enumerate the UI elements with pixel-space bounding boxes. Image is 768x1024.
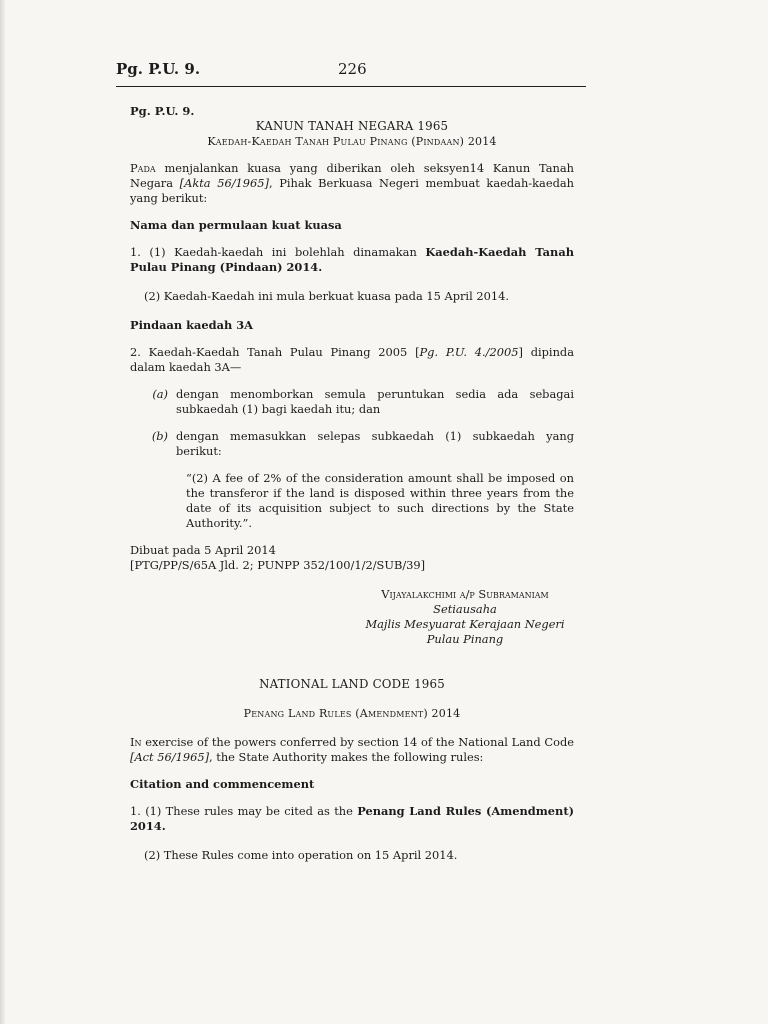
- english-preamble-text-1: exercise of the powers conferred by section 14 of the National Land Code: [141, 735, 574, 749]
- page-number: 226: [338, 60, 367, 78]
- malay-rule-1-1: [130, 245, 574, 275]
- page-header: [116, 60, 586, 87]
- english-title: NATIONAL LAND CODE 1965: [259, 677, 445, 691]
- preamble-lead: Pada: [130, 161, 156, 175]
- english-subtitle: Penang Land Rules (Amendment) 2014: [243, 707, 461, 720]
- malay-heading-2: Pindaan kaedah 3A: [130, 318, 254, 332]
- made-on-date: Dibuat pada 5 April 2014: [130, 543, 276, 557]
- item-a-text: dengan menomborkan semula peruntukan sedia ada sebagai subkaedah (1) bagi kaedah itu; dan: [176, 387, 574, 416]
- file-reference: [PTG/PP/S/65A Jld. 2; PUNPP 352/100/1/2/SUB/39]: [130, 558, 426, 572]
- malay-title: KANUN TANAH NEGARA 1965: [255, 119, 449, 133]
- malay-preamble: [130, 161, 574, 206]
- english-preamble-act: [Act 56/1965]: [130, 750, 210, 764]
- english-preamble-lead: In: [130, 735, 142, 749]
- rule-2-cite: Pg. P.U. 4./2005: [419, 345, 519, 359]
- signatory-name: Vijayalakchimi a/p Subramaniam: [381, 587, 549, 601]
- gazette-ref: Pg. P.U. 9.: [130, 104, 195, 118]
- rule-2-text-2: ] dipinda dalam kaedah 3A—: [130, 345, 574, 374]
- item-a-label: (a): [152, 387, 168, 401]
- document-body: [130, 104, 574, 863]
- preamble-text-1: menjalankan kuasa yang diberikan oleh seksyen14 Kanun Tanah Negara: [130, 161, 574, 190]
- english-rule-1-1-text: 1. (1) These rules may be cited as the: [130, 804, 358, 818]
- malay-item-a: [130, 387, 574, 417]
- preamble-text-2: , Pihak Berkuasa Negeri membuat kaedah-kaedah yang berikut:: [130, 176, 574, 205]
- item-b-label: (b): [151, 429, 168, 443]
- malay-rule-2: [130, 345, 574, 375]
- rule-1-1-citation: Kaedah-Kaedah Tanah Pulau Pinang (Pindaan) 2014.: [130, 245, 574, 274]
- malay-item-b: [130, 429, 574, 459]
- header-gazette-ref: Pg. P.U. 9.: [116, 60, 201, 78]
- rule-1-1-text: 1. (1) Kaedah-kaedah ini bolehlah dinamakan: [130, 245, 426, 259]
- malay-subtitle: Kaedah-Kaedah Tanah Pulau Pinang (Pindaan) 2014: [207, 135, 497, 148]
- signatory-state: Pulau Pinang: [426, 632, 504, 646]
- malay-rule-1-2: (2) Kaedah-Kaedah ini mula berkuat kuasa pada 15 April 2014.: [144, 289, 509, 303]
- signatory-role: Setiausaha: [433, 602, 497, 616]
- malay-heading-1: Nama dan permulaan kuat kuasa: [130, 218, 342, 232]
- scan-edge: [0, 0, 6, 1024]
- signatory-body: Majlis Mesyuarat Kerajaan Negeri: [365, 617, 565, 631]
- inserted-subrule-quote: “(2) A fee of 2% of the consideration amount shall be imposed on the transferor if the land is disposed within three years from the date of its acquisition subject to such directions by the State Authority.”.: [186, 471, 574, 530]
- english-heading-1: Citation and commencement: [130, 777, 315, 791]
- preamble-act: [Akta 56/1965]: [179, 176, 269, 190]
- rule-2-text-1: 2. Kaedah-Kaedah Tanah Pulau Pinang 2005 [: [130, 345, 420, 359]
- signature-block: [130, 587, 570, 647]
- english-rule-1-1-citation: Penang Land Rules (Amendment) 2014.: [130, 804, 574, 833]
- english-rule-1-1: [130, 804, 574, 834]
- english-preamble-text-2: , the State Authority makes the following rules:: [209, 750, 484, 764]
- english-rule-1-2: (2) These Rules come into operation on 15 April 2014.: [144, 848, 458, 862]
- item-b-text: dengan memasukkan selepas subkaedah (1) subkaedah yang berikut:: [176, 429, 574, 458]
- english-preamble: [130, 735, 574, 765]
